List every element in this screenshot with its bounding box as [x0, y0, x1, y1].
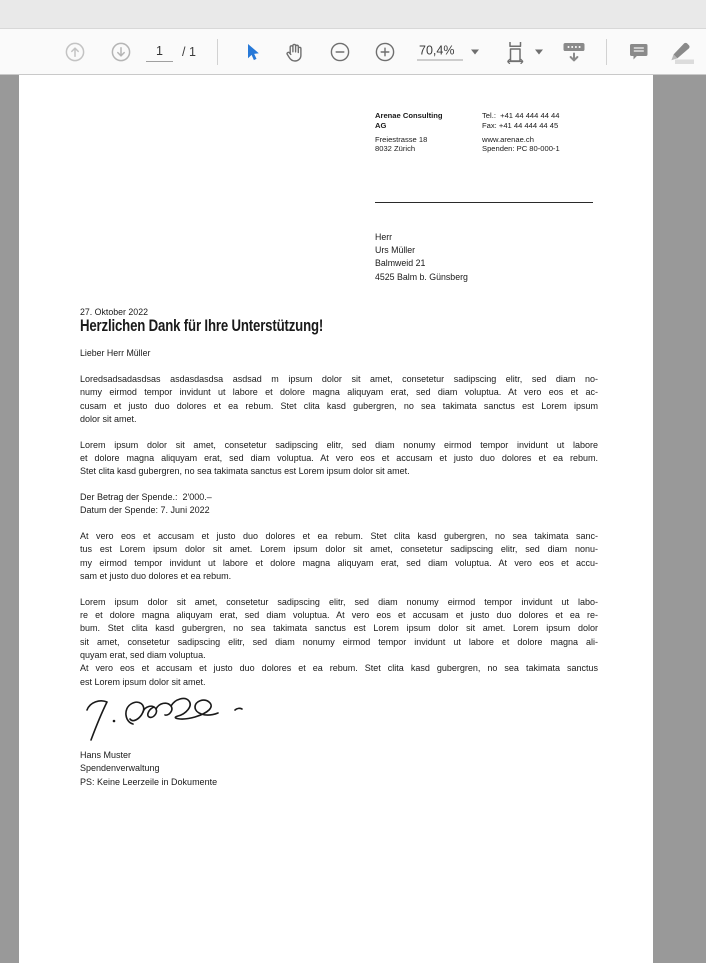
- text-line: Freiestrasse 18: [375, 134, 428, 144]
- text-line: Balmweid 21: [375, 258, 426, 269]
- signoff-block: [80, 749, 217, 789]
- comment-icon: [627, 41, 651, 63]
- text-line: www.arenae.ch: [482, 134, 534, 144]
- letter-subject: [80, 317, 384, 336]
- letter-paragraph: [80, 596, 598, 689]
- text-line: Herr: [375, 232, 393, 242]
- sender-name: Arenae Consulting AG: [375, 111, 443, 130]
- letterhead-divider: [375, 202, 593, 203]
- text-line: Spendenverwaltung: [80, 763, 160, 774]
- text-line: Spenden: PC 80-000-1: [482, 144, 560, 154]
- text-line: Der Betrag der Spende.: 2'000.–: [80, 492, 212, 503]
- toolbar-divider: [606, 39, 607, 65]
- next-page-icon: [110, 41, 132, 63]
- sender-contact-block: [482, 111, 560, 154]
- text-line: 4525 Balm b. Günsberg: [375, 271, 468, 282]
- text-line: Urs Müller: [375, 245, 416, 256]
- previous-page-button[interactable]: [64, 41, 86, 63]
- text-line: est Lorem ipsum dolor sit amet.: [80, 676, 206, 687]
- hand-tool-icon: [283, 41, 305, 63]
- sender-contact-phone: [482, 111, 560, 131]
- page-count-label: / 1: [182, 44, 196, 59]
- page-number-input[interactable]: [146, 42, 173, 62]
- letter-subject-text: Herzlichen Dank für Ihre Unterstützung!: [80, 317, 324, 335]
- letter-paragraph: [80, 373, 598, 426]
- text-line: Tel.: +41 44 444 44 44: [482, 111, 560, 120]
- text-line: Lorem ipsum dolor sit amet, consetetur sadipscing elitr, sed diam nonumy eirmod tempor invidunt ut labore: [80, 439, 598, 450]
- next-page-button[interactable]: [110, 41, 132, 63]
- text-line: Fax: +41 44 444 44 45: [482, 120, 559, 130]
- sender-block: [375, 111, 475, 154]
- letter-date: 27. Oktober 2022: [80, 307, 148, 317]
- letter-greeting: Lieber Herr Müller: [80, 348, 151, 358]
- text-line: sam et justo duo dolores et ea rebum.: [80, 571, 232, 582]
- document-viewport[interactable]: [0, 75, 706, 963]
- sender-contact-web: [482, 135, 560, 155]
- text-line: At vero eos et accusam et justo duo dolores et ea rebum. Stet clita kasd gubergren, no sea takimata sanc-: [80, 531, 598, 542]
- letter-paragraph: [80, 439, 598, 479]
- highlight-button[interactable]: [666, 39, 696, 65]
- recipient-address: [375, 231, 468, 284]
- chevron-down-icon: [535, 49, 543, 54]
- zoom-out-button[interactable]: [329, 41, 351, 63]
- previous-page-icon: [64, 41, 86, 63]
- fit-width-icon: [505, 40, 527, 64]
- zoom-in-button[interactable]: [374, 41, 396, 63]
- sender-address: [375, 135, 475, 155]
- text-line: Loredsadsadasdsas asdasdasdsa asdsad m ipsum dolor sit amet, consetetur sadipscing elitr, sed diam no-: [80, 374, 598, 384]
- text-line: et dolore magna aliquyam erat, sed diam voluptua. At vero eos et accusam et justo duo dolores et ea rebum.: [80, 452, 598, 463]
- text-line: At vero eos et accusam et justo duo dolores et ea rebum. Stet clita kasd gubergren, no sea takimata sanctus: [80, 663, 598, 674]
- pdf-toolbar: [0, 29, 706, 75]
- text-line: quyam erat, sed diam voluptua.: [80, 650, 206, 661]
- text-line: my eirmod tempor invidunt ut labore et dolore magna aliquyam erat, sed diam voluptua. At vero eos et accu-: [80, 557, 598, 568]
- text-line: 8032 Zürich: [375, 144, 416, 154]
- text-line: Datum der Spende: 7. Juni 2022: [80, 505, 210, 516]
- fit-width-button[interactable]: [505, 40, 527, 64]
- text-line: Lorem ipsum dolor sit amet, consetetur sadipscing elitr, sed diam nonumy eirmod tempor invidunt ut labo-: [80, 596, 598, 607]
- zoom-in-icon: [374, 41, 396, 63]
- zoom-level-dropdown[interactable]: [471, 49, 479, 54]
- pdf-page: [19, 75, 653, 963]
- highlight-icon: [666, 39, 696, 65]
- text-line: re et dolore magna aliquyam erat, sed diam voluptua. At vero eos et accusam et justo duo dolores et ea re-: [80, 610, 598, 621]
- text-line: dolor sit amet.: [80, 413, 137, 424]
- text-line: bum. Stet clita kasd gubergren, no sea takimata sanctus est Lorem ipsum dolor sit amet. Lorem ipsum dolor: [80, 623, 598, 634]
- text-line: Hans Muster: [80, 750, 132, 760]
- hand-tool-button[interactable]: [283, 41, 305, 63]
- window-chrome: [0, 0, 706, 29]
- zoom-level-value[interactable]: 70,4%: [417, 43, 463, 60]
- zoom-out-icon: [329, 41, 351, 63]
- text-line: Stet clita kasd gubergren, no sea takimata sanctus est Lorem ipsum dolor sit amet.: [80, 466, 410, 477]
- letter-body: [80, 373, 598, 701]
- toolbar-divider: [217, 39, 218, 65]
- select-tool-icon: [242, 42, 262, 62]
- text-line: numy eirmod tempor invidunt ut labore et dolore magna aliquyam erat, sed diam voluptua. At vero eos et ac-: [80, 387, 598, 398]
- fit-options-dropdown[interactable]: [535, 49, 543, 54]
- text-line: sit amet, consetetur sadipscing elitr, sed diam nonumy eirmod tempor invidunt ut labore et dolore magna ali-: [80, 636, 598, 647]
- scroll-mode-button[interactable]: [561, 40, 587, 64]
- select-tool-button[interactable]: [242, 42, 262, 62]
- letter-paragraph: [80, 530, 598, 583]
- text-line: PS: Keine Leerzeile in Dokumente: [80, 776, 218, 787]
- text-line: cusam et justo duo dolores et ea rebum. Stet clita kasd gubergren, no sea takimata sanctus est Lorem ipsum: [80, 400, 598, 411]
- chevron-down-icon: [471, 49, 479, 54]
- text-line: tus est Lorem ipsum dolor sit amet. Lorem ipsum dolor sit amet, consetetur sadipscing elitr, sed diam nonu-: [80, 544, 598, 555]
- comment-button[interactable]: [627, 41, 651, 63]
- handwritten-signature: [77, 693, 257, 752]
- letter-paragraph: [80, 491, 598, 518]
- scroll-mode-icon: [561, 40, 587, 64]
